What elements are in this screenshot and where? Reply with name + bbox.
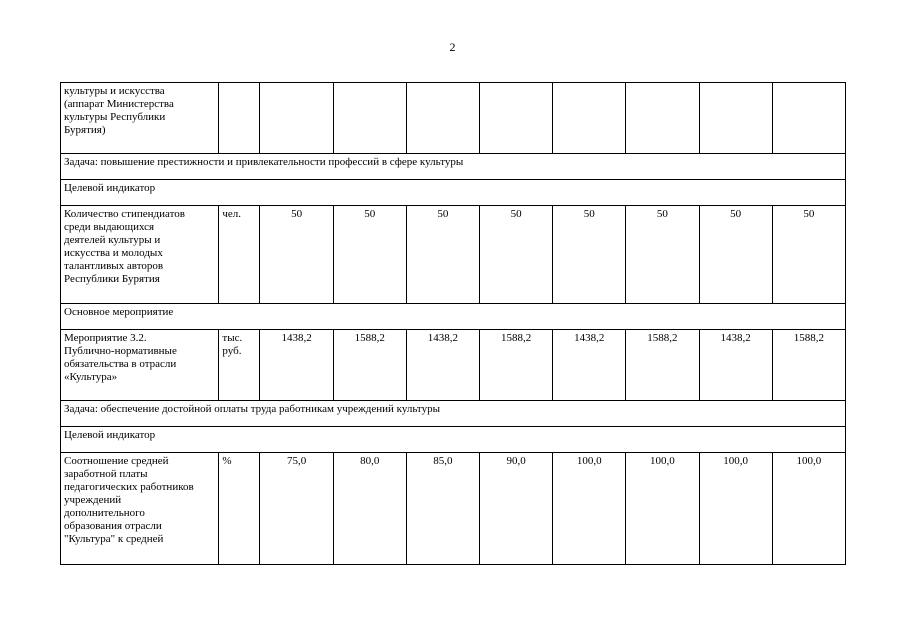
task-heading: Задача: повышение престижности и привлекательности профессий в сфере культуры [61,154,846,180]
value-cell [772,83,845,154]
value-cell: 100,0 [772,453,845,565]
unit-cell: % [219,453,260,565]
value-cell: 85,0 [406,453,479,565]
table-row [61,180,846,206]
unit-cell: чел. [219,206,260,304]
value-cell [626,83,699,154]
value-cell [480,83,553,154]
table-row [61,83,846,154]
row-name-cell: культуры и искусства (аппарат Министерства культуры Республики Бурятия) [61,83,219,154]
value-cell: 75,0 [260,453,333,565]
table-row [61,453,846,565]
table-row [61,154,846,180]
row-name-cell: Мероприятие 3.2. Публично-нормативные обязательства в отрасли «Культура» [61,330,219,401]
table-row [61,401,846,427]
row-name-cell: Соотношение средней заработной платы педагогических работников учреждений дополнительного образования отрасли "Культура" к средней [61,453,219,565]
value-cell [406,83,479,154]
value-cell: 1588,2 [626,330,699,401]
value-cell: 50 [406,206,479,304]
table-row [61,427,846,453]
value-cell: 50 [699,206,772,304]
value-cell [553,83,626,154]
page-number: 2 [449,40,456,54]
value-cell: 50 [480,206,553,304]
value-cell: 100,0 [626,453,699,565]
row-name-cell: Количество стипендиатов среди выдающихся деятелей культуры и искусства и молодых талантливых авторов Республики Бурятия [61,206,219,304]
table-row [61,330,846,401]
value-cell: 1438,2 [406,330,479,401]
table-row [61,304,846,330]
indicator-heading: Целевой индикатор [61,427,846,453]
value-cell: 1438,2 [699,330,772,401]
value-cell: 50 [260,206,333,304]
value-cell: 90,0 [480,453,553,565]
value-cell: 1438,2 [260,330,333,401]
unit-cell: тыс. руб. [219,330,260,401]
value-cell: 50 [333,206,406,304]
value-cell: 50 [553,206,626,304]
task-heading: Задача: обеспечение достойной оплаты труда работникам учреждений культуры [61,401,846,427]
value-cell [699,83,772,154]
indicators-table [60,82,846,565]
value-cell: 1588,2 [772,330,845,401]
value-cell: 50 [772,206,845,304]
value-cell: 80,0 [333,453,406,565]
value-cell: 100,0 [699,453,772,565]
unit-cell [219,83,260,154]
value-cell: 1588,2 [333,330,406,401]
indicator-heading: Целевой индикатор [61,180,846,206]
value-cell: 1588,2 [480,330,553,401]
table-row [61,206,846,304]
value-cell: 1438,2 [553,330,626,401]
value-cell: 50 [626,206,699,304]
value-cell [333,83,406,154]
main-event-heading: Основное мероприятие [61,304,846,330]
value-cell: 100,0 [553,453,626,565]
value-cell [260,83,333,154]
